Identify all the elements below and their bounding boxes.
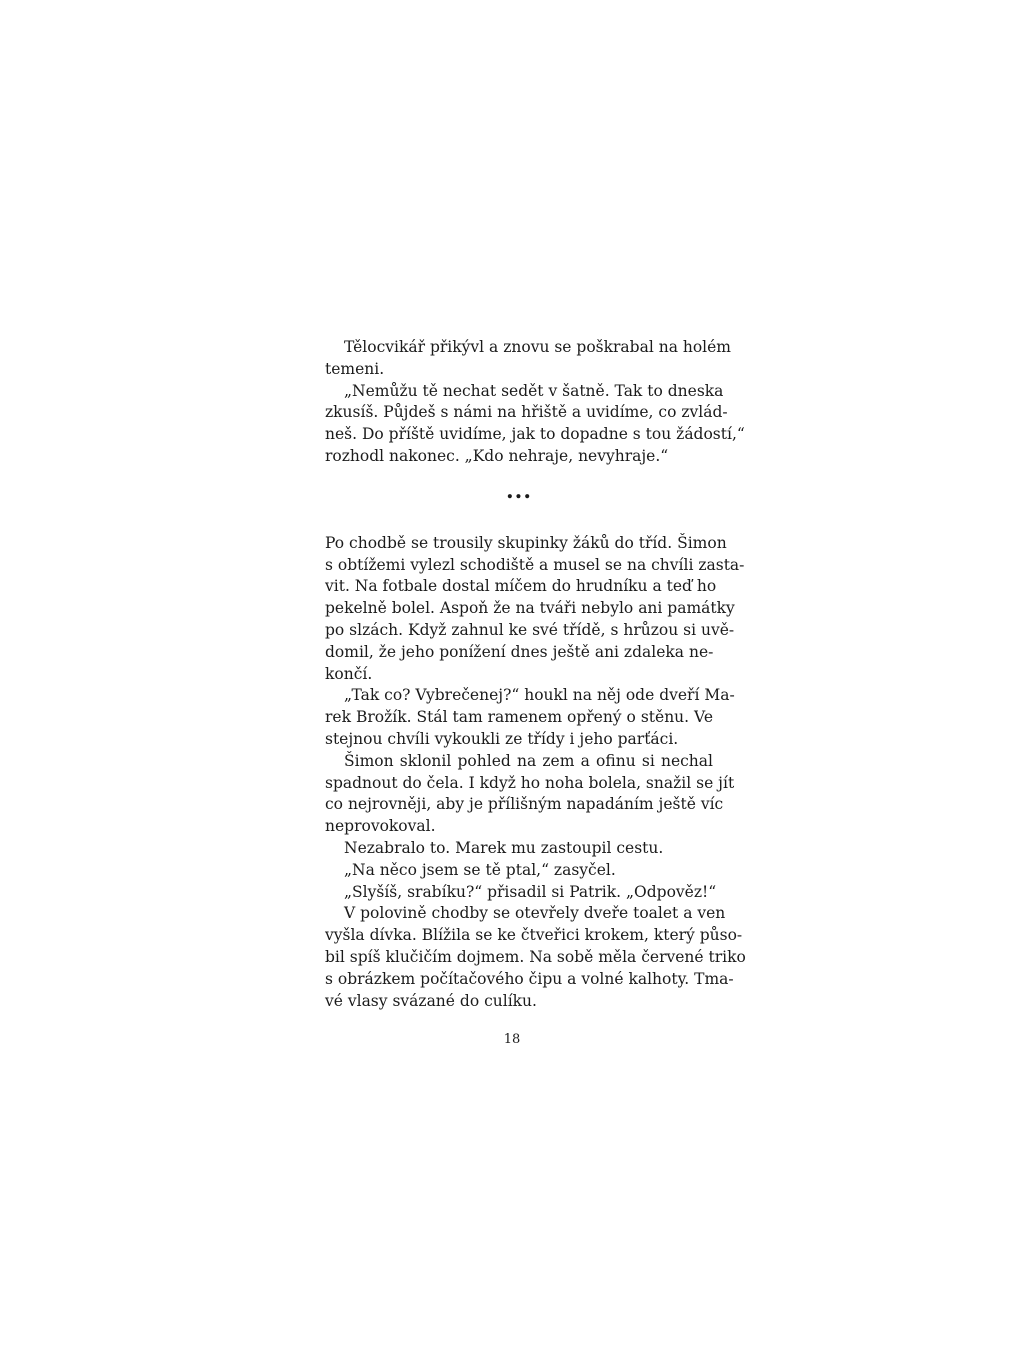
text-line: rozhodl nakonec. „Kdo nehraje, nevyhraje.“ <box>325 446 669 465</box>
text-line: bil spíš klučičím dojmem. Na sobě měla červené triko <box>325 947 746 966</box>
text-line: Po chodbě se trousily skupinky žáků do tříd. Šimon <box>325 533 727 552</box>
text-line: s obtížemi vylezl schodiště a musel se na chvíli zasta- <box>325 555 745 574</box>
text-line: s obrázkem počítačového čipu a volné kalhoty. Tma- <box>325 969 734 988</box>
text-line: neš. Do příště uvidíme, jak to dopadne s tou žádostí,“ <box>325 425 745 444</box>
text-line: spadnout do čela. I když ho noha bolela, snažil se jít <box>325 773 735 792</box>
text-line: „Slyšíš, srabíku?“ přisadil si Patrik. „Odpověz!“ <box>344 882 717 901</box>
page-number: 18 <box>503 1032 521 1047</box>
section-break: ... <box>506 477 532 504</box>
body-text <box>325 337 746 1012</box>
text-line: Nezabralo to. Marek mu zastoupil cestu. <box>344 838 664 857</box>
text-line: Tělocvikář přikývl a znovu se poškrabal na holém <box>344 338 732 356</box>
text-line: neprovokoval. <box>325 817 436 836</box>
text-line: „Tak co? Vybrečenej?“ houkl na něj ode dveří Ma- <box>344 686 735 705</box>
text-line: V polovině chodby se otevřely dveře toalet a ven <box>344 904 726 923</box>
text-line: zkusíš. Půjdeš s námi na hřiště a uvidíme, co zvlád- <box>325 403 728 422</box>
text-line: pekelně bolel. Aspoň že na tváři nebylo ani památky <box>325 599 735 618</box>
text-line: po slzách. Když zahnul ke své třídě, s hrůzou si uvě- <box>325 620 735 639</box>
text-line: rek Brožík. Stál tam ramenem opřený o stěnu. Ve <box>325 708 713 727</box>
text-line: „Na něco jsem se tě ptal,“ zasyčel. <box>344 860 616 879</box>
text-line: vé vlasy svázané do culíku. <box>325 991 537 1010</box>
text-line: končí. <box>325 664 373 683</box>
text-line: temeni. <box>325 359 385 378</box>
text-line: vyšla dívka. Blížila se ke čtveřici krokem, který půso- <box>325 926 743 945</box>
text-line: Šimon sklonil pohled na zem a ofinu si nechal <box>344 751 713 770</box>
text-line: co nejrovněji, aby je přílišným napadáním ještě víc <box>325 795 724 814</box>
text-line: domil, že jeho ponížení dnes ještě ani zdaleka ne- <box>325 642 714 661</box>
text-line: „Nemůžu tě nechat sedět v šatně. Tak to dneska <box>344 381 724 400</box>
text-line: vit. Na fotbale dostal míčem do hrudníku a teď ho <box>325 577 717 596</box>
text-line: stejnou chvíli vykoukli ze třídy i jeho parťáci. <box>325 729 679 748</box>
